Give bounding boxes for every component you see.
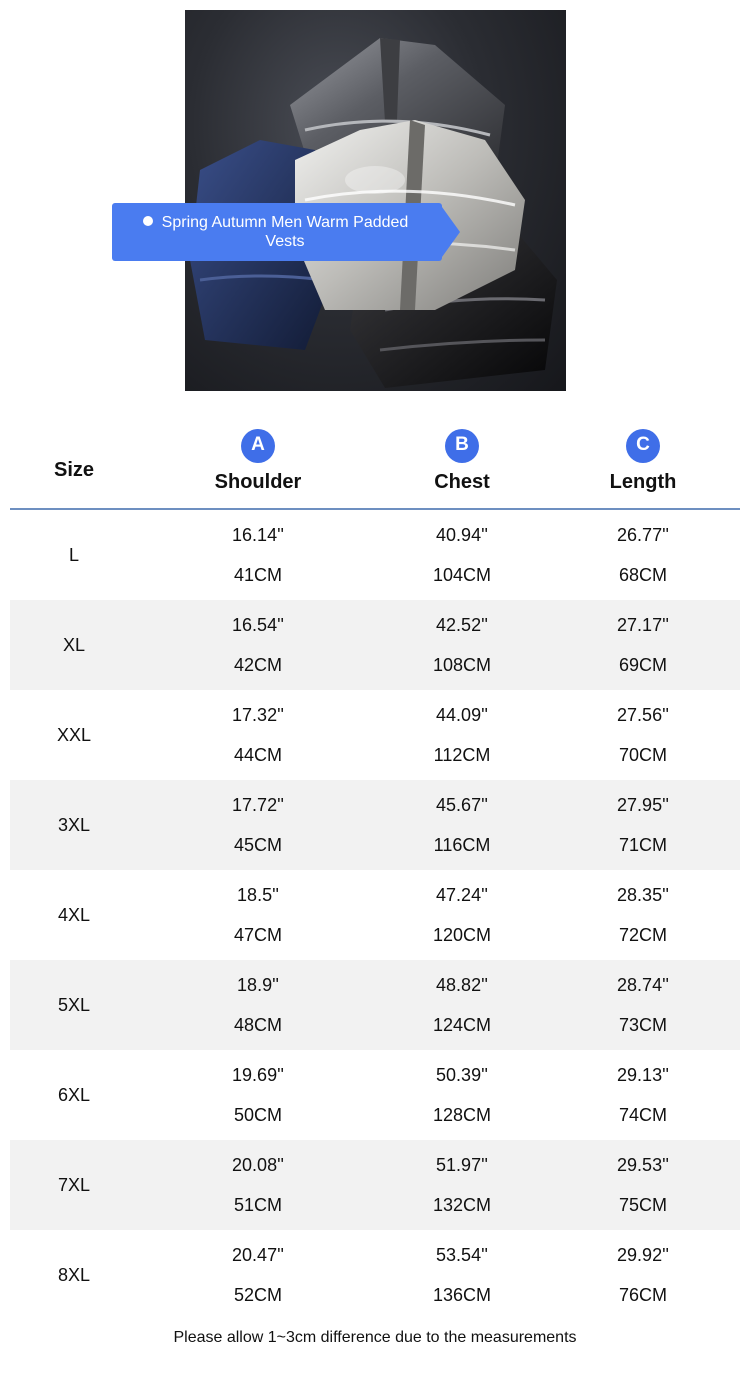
header-shoulder-label: Shoulder: [214, 471, 302, 493]
size-cell: 3XL: [57, 815, 91, 835]
shoulder-inch: 19.69'': [232, 1065, 284, 1085]
table-row: [10, 690, 740, 780]
table-row: [10, 1050, 740, 1140]
chest-cm: 108CM: [432, 655, 492, 675]
chest-cm: 132CM: [432, 1195, 492, 1215]
product-image: [185, 10, 566, 391]
shoulder-cm: 45CM: [233, 835, 282, 855]
size-cell: 8XL: [57, 1265, 91, 1285]
shoulder-cm: 41CM: [233, 565, 282, 585]
size-cell: 5XL: [57, 995, 91, 1015]
callout-dot-icon: [143, 216, 153, 226]
shoulder-cm: 51CM: [233, 1195, 282, 1215]
padded-vests-illustration: [185, 10, 566, 391]
size-cell: 7XL: [57, 1175, 91, 1195]
size-cell: 6XL: [57, 1085, 91, 1105]
chest-cm: 120CM: [432, 925, 492, 945]
length-cm: 74CM: [618, 1105, 667, 1125]
table-row: [10, 780, 740, 870]
table-row: [10, 870, 740, 960]
chest-inch: 48.82'': [436, 975, 488, 995]
length-cm: 70CM: [618, 745, 667, 765]
length-cm: 73CM: [618, 1015, 667, 1035]
length-inch: 28.35'': [617, 885, 669, 905]
length-cm: 76CM: [618, 1285, 667, 1305]
header-size: [10, 420, 138, 510]
length-inch: 27.95'': [617, 795, 669, 815]
shoulder-inch: 16.14'': [232, 525, 284, 545]
length-inch: 27.56'': [617, 705, 669, 725]
chest-inch: 53.54'': [436, 1245, 488, 1265]
product-callout: [112, 203, 442, 261]
shoulder-inch: 18.5'': [237, 885, 279, 905]
chest-cm: 112CM: [433, 745, 491, 765]
length-inch: 27.17'': [617, 615, 669, 635]
table-row: [10, 600, 740, 690]
table-row: [10, 960, 740, 1050]
chest-inch: 42.52'': [436, 615, 488, 635]
size-cell: 4XL: [57, 905, 91, 925]
shoulder-inch: 17.72'': [232, 795, 284, 815]
badge-a-icon: A: [241, 429, 275, 463]
callout-text: Spring Autumn Men Warm Padded Vests: [161, 214, 409, 250]
length-inch: 26.77'': [617, 525, 669, 545]
chest-cm: 104CM: [432, 565, 492, 585]
header-chest-label: Chest: [434, 471, 490, 493]
shoulder-inch: 18.9'': [237, 975, 279, 995]
chest-inch: 40.94'': [436, 525, 488, 545]
size-cell: XXL: [56, 725, 92, 745]
length-inch: 29.92'': [617, 1245, 669, 1265]
length-cm: 69CM: [618, 655, 667, 675]
size-cell: L: [68, 545, 79, 565]
size-cell: XL: [62, 635, 86, 655]
length-inch: 29.53'': [617, 1155, 669, 1175]
shoulder-inch: 16.54'': [232, 615, 284, 635]
table-header: [10, 420, 740, 510]
length-inch: 29.13'': [617, 1065, 669, 1085]
chest-inch: 50.39'': [436, 1065, 488, 1085]
size-chart-table: [10, 420, 740, 1320]
table-row: [10, 1140, 740, 1230]
length-cm: 75CM: [618, 1195, 667, 1215]
shoulder-cm: 47CM: [233, 925, 282, 945]
chest-inch: 44.09'': [436, 705, 488, 725]
chest-cm: 124CM: [432, 1015, 492, 1035]
length-inch: 28.74'': [617, 975, 669, 995]
badge-c-icon: C: [626, 429, 660, 463]
shoulder-cm: 50CM: [233, 1105, 282, 1125]
measurement-disclaimer: Please allow 1~3cm difference due to the measurements: [173, 1329, 577, 1346]
chest-inch: 47.24'': [436, 885, 488, 905]
header-length: [543, 420, 743, 510]
length-cm: 68CM: [618, 565, 667, 585]
shoulder-cm: 48CM: [233, 1015, 282, 1035]
shoulder-inch: 20.47'': [232, 1245, 284, 1265]
shoulder-cm: 52CM: [233, 1285, 282, 1305]
chest-cm: 116CM: [433, 835, 491, 855]
shoulder-inch: 17.32'': [232, 705, 284, 725]
table-row: [10, 510, 740, 600]
header-size-label: Size: [53, 459, 95, 481]
chest-inch: 45.67'': [436, 795, 488, 815]
shoulder-inch: 20.08'': [232, 1155, 284, 1175]
badge-b-icon: B: [445, 429, 479, 463]
length-cm: 72CM: [618, 925, 667, 945]
chest-cm: 136CM: [432, 1285, 492, 1305]
header-shoulder: [158, 420, 358, 510]
shoulder-cm: 44CM: [233, 745, 282, 765]
chest-cm: 128CM: [432, 1105, 492, 1125]
header-length-label: Length: [609, 471, 677, 493]
shoulder-cm: 42CM: [233, 655, 282, 675]
header-chest: [362, 420, 562, 510]
chest-inch: 51.97'': [436, 1155, 488, 1175]
length-cm: 71CM: [618, 835, 667, 855]
table-row: [10, 1230, 740, 1320]
